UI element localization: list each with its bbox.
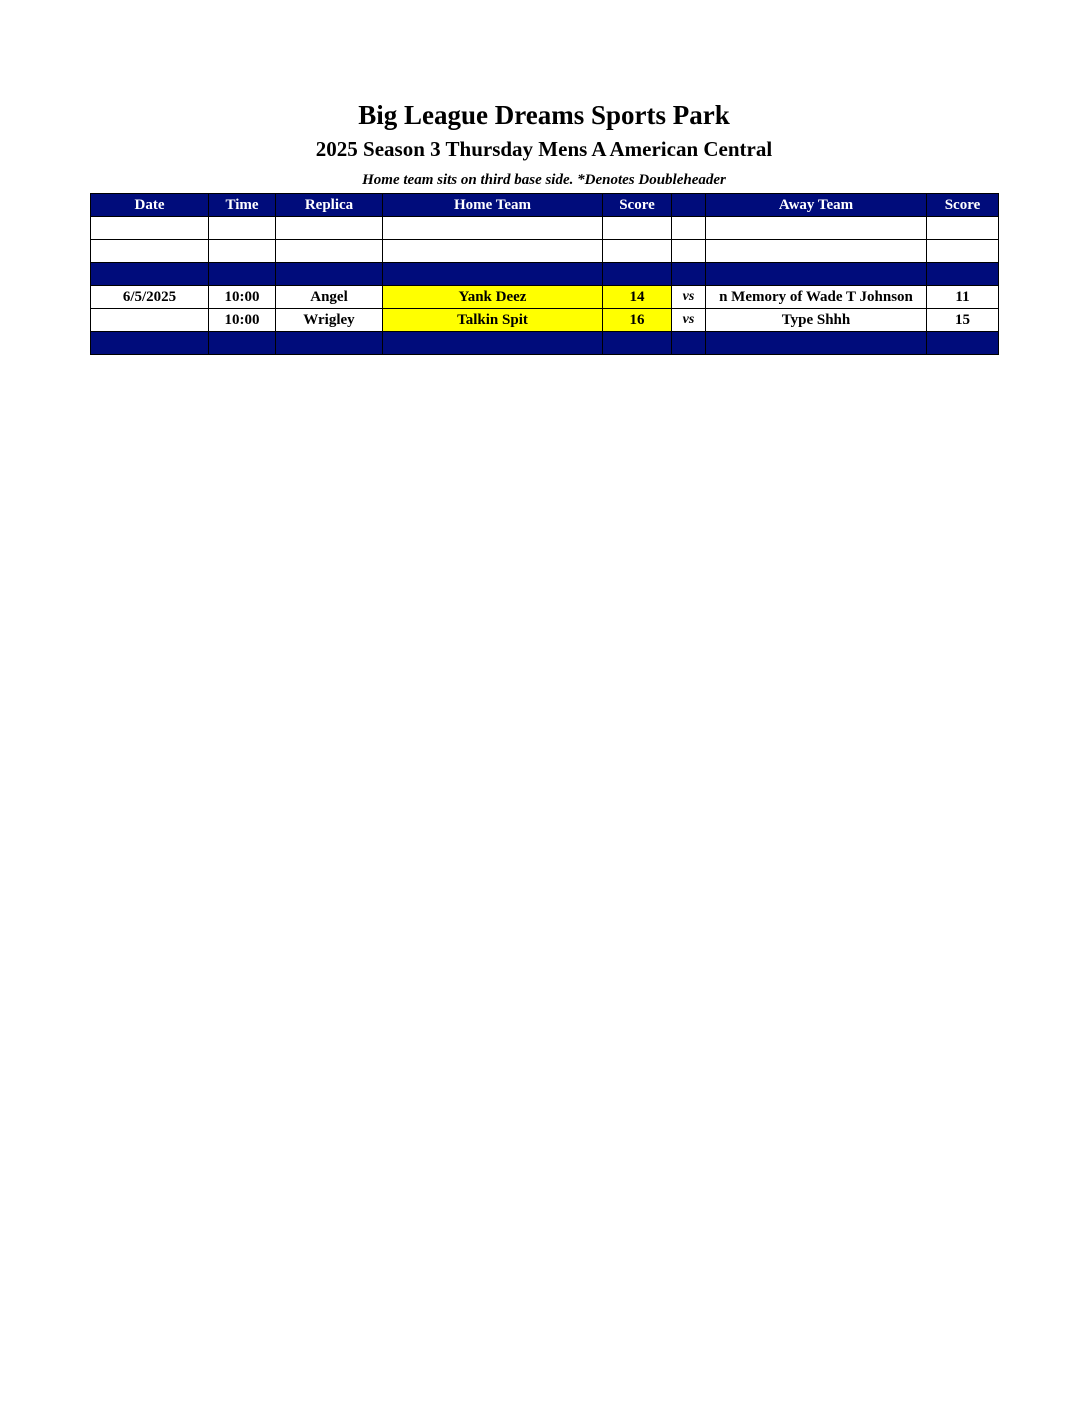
empty-cell — [603, 217, 672, 240]
game-date: 6/5/2025 — [91, 286, 209, 309]
band-cell — [276, 332, 383, 355]
divider-band-row — [91, 332, 999, 355]
game-time: 10:00 — [209, 286, 276, 309]
band-cell — [927, 332, 999, 355]
column-header-away-team: Away Team — [706, 194, 927, 217]
band-cell — [603, 332, 672, 355]
empty-cell — [672, 240, 706, 263]
column-header-away-score: Score — [927, 194, 999, 217]
empty-cell — [706, 217, 927, 240]
empty-cell — [91, 240, 209, 263]
empty-cell — [209, 240, 276, 263]
away-team: n Memory of Wade T Johnson — [706, 286, 927, 309]
home-team: Yank Deez — [383, 286, 603, 309]
column-header-home-team: Home Team — [383, 194, 603, 217]
game-date — [91, 309, 209, 332]
empty-cell — [603, 240, 672, 263]
band-cell — [209, 332, 276, 355]
column-header-home-score: Score — [603, 194, 672, 217]
away-score: 11 — [927, 286, 999, 309]
game-row — [91, 286, 999, 309]
band-cell — [383, 332, 603, 355]
divider-band-row — [91, 263, 999, 286]
empty-cell — [672, 217, 706, 240]
empty-cell — [706, 240, 927, 263]
versus-label: vs — [672, 309, 706, 332]
away-score: 15 — [927, 309, 999, 332]
empty-cell — [927, 240, 999, 263]
column-header-date: Date — [91, 194, 209, 217]
column-header-time: Time — [209, 194, 276, 217]
band-cell — [383, 263, 603, 286]
away-team: Type Shhh — [706, 309, 927, 332]
empty-cell — [276, 240, 383, 263]
band-cell — [706, 332, 927, 355]
home-score: 14 — [603, 286, 672, 309]
band-cell — [603, 263, 672, 286]
schedule-subtitle: 2025 Season 3 Thursday Mens A American Central — [315, 137, 773, 161]
table-header-row — [91, 194, 999, 217]
band-cell — [276, 263, 383, 286]
band-cell — [672, 332, 706, 355]
empty-cell — [91, 217, 209, 240]
schedule-note: Home team sits on third base side. *Denotes Doubleheader — [362, 172, 726, 188]
versus-label: vs — [672, 286, 706, 309]
empty-row — [91, 240, 999, 263]
column-header-replica: Replica — [276, 194, 383, 217]
home-score: 16 — [603, 309, 672, 332]
empty-cell — [383, 240, 603, 263]
game-field: Angel — [276, 286, 383, 309]
empty-cell — [927, 217, 999, 240]
schedule-table — [90, 193, 999, 355]
empty-cell — [383, 217, 603, 240]
empty-cell — [209, 217, 276, 240]
band-cell — [706, 263, 927, 286]
game-field: Wrigley — [276, 309, 383, 332]
game-time: 10:00 — [209, 309, 276, 332]
band-cell — [91, 332, 209, 355]
column-header-vs — [672, 194, 706, 217]
band-cell — [91, 263, 209, 286]
page-title: Big League Dreams Sports Park — [358, 100, 730, 130]
game-row — [91, 309, 999, 332]
home-team: Talkin Spit — [383, 309, 603, 332]
empty-row — [91, 217, 999, 240]
band-cell — [209, 263, 276, 286]
band-cell — [927, 263, 999, 286]
band-cell — [672, 263, 706, 286]
empty-cell — [276, 217, 383, 240]
